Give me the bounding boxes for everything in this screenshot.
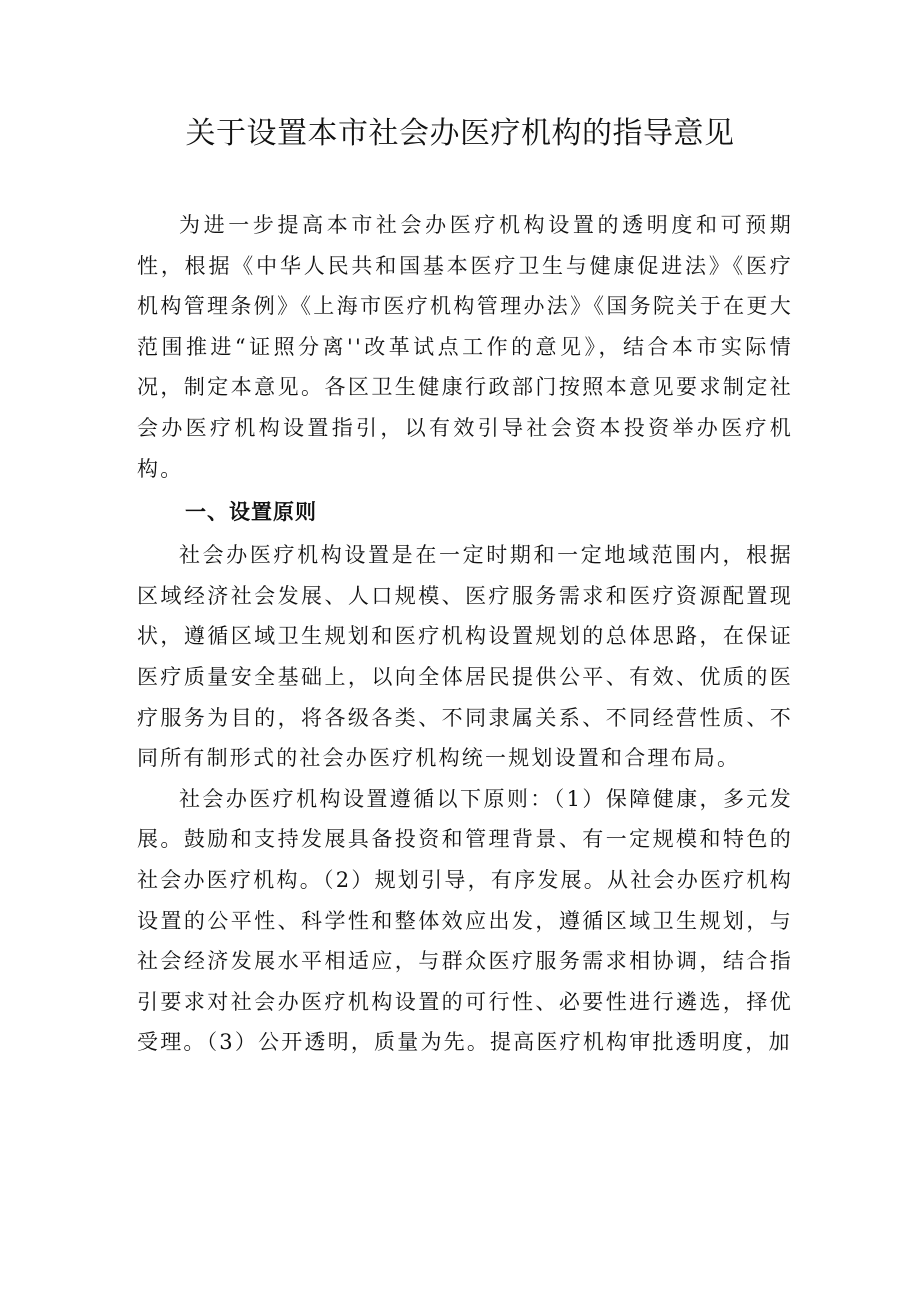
document-title: 关于设置本市社会办医疗机构的指导意见 [185,116,735,151]
principles-paragraph-1: 社会办医疗机构设置是在一定时期和一定地域范围内，根据区域经济社会发展、人口规模、医疗服务需求和医疗资源配置现状，遵循区域卫生规划和医疗机构设置规划的总体思路，在保证医疗质量安全基础上，以向全体居民提供公平、有效、优质的医疗服务为目的，将各级各类、不同隶属关系、不同经营性质、不同所有制形式的社会办医疗机构统一规划设置和合理布局。 [137,543,793,771]
section-heading-principles: 一、设置原则 [185,500,317,525]
intro-paragraph: 为进一步提高本市社会办医疗机构设置的透明度和可预期性，根据《中华人民共和国基本医疗卫生与健康促进法》《医疗机构管理条例》《上海市医疗机构管理办法》《国务院关于在更大范围推进“证照分离''改革试点工作的意见》，结合本市实际情况，制定本意见。各区卫生健康行政部门按照本意见要求制定社会办医疗机构设置指引，以有效引导社会资本投资举办医疗机构。 [137,213,793,481]
document-body [137,205,793,1063]
principles-paragraph-2: 社会办医疗机构设置遵循以下原则：（1）保障健康，多元发展。鼓励和支持发展具备投资和管理背景、有一定规模和特色的社会办医疗机构。（2）规划引导，有序发展。从社会办医疗机构设置的公平性、科学性和整体效应出发，遵循区域卫生规划，与社会经济发展水平相适应，与群众医疗服务需求相协调，结合指引要求对社会办医疗机构设置的可行性、必要性进行遴选，择优受理。（3）公开透明，质量为先。提高医疗机构审批透明度，加 [137,786,793,1055]
